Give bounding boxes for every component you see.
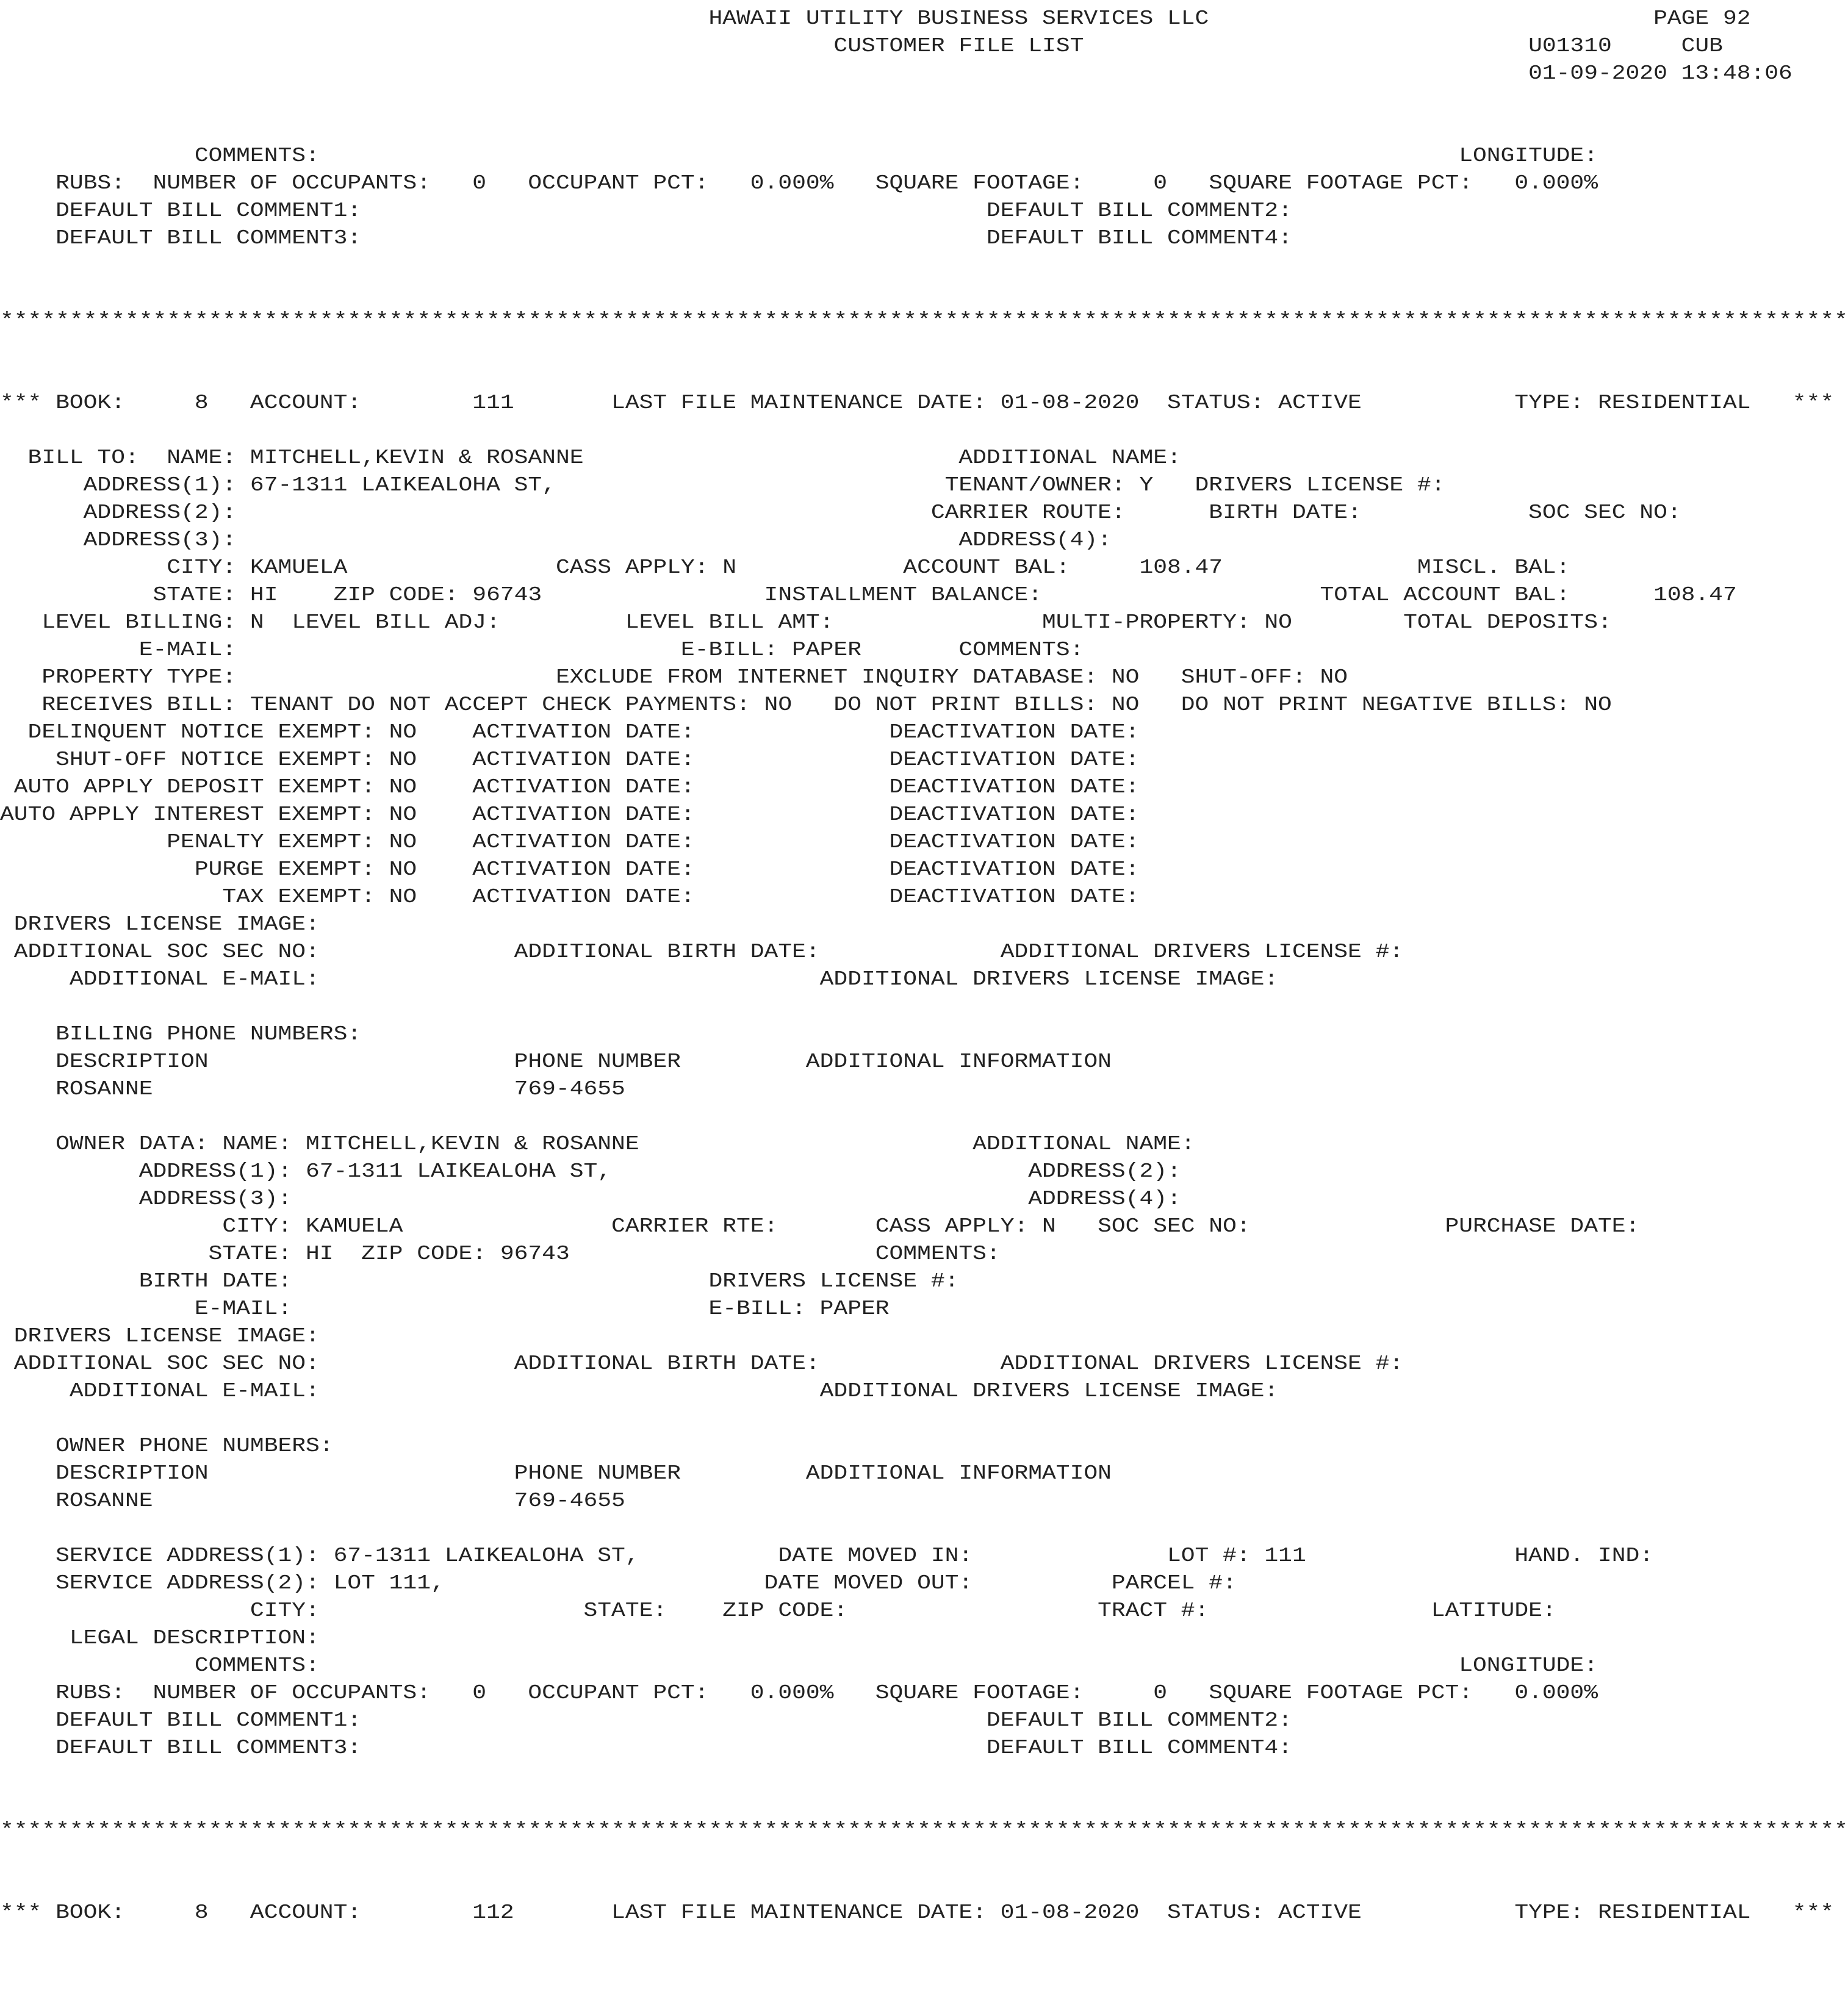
blank-line bbox=[0, 1103, 1789, 1130]
report-line: LEVEL BILLING: N LEVEL BILL ADJ: LEVEL BILL AMT: MULTI-PROPERTY: NO TOTAL DEPOSITS: bbox=[0, 611, 1612, 634]
report-line: OWNER DATA: NAME: MITCHELL,KEVIN & ROSANNE ADDITIONAL NAME: bbox=[0, 1133, 1195, 1155]
report-line: OWNER PHONE NUMBERS: bbox=[0, 1435, 334, 1457]
report-line: ADDRESS(3): ADDRESS(4): bbox=[0, 1188, 1181, 1210]
blank-line bbox=[0, 1762, 1789, 1789]
report-header-line: HAWAII UTILITY BUSINESS SERVICES LLC PAGE 92 bbox=[0, 7, 1751, 30]
blank-line bbox=[0, 279, 1789, 307]
report-line: PURGE EXEMPT: NO ACTIVATION DATE: DEACTIVATION DATE: bbox=[0, 858, 1140, 881]
report-line: RUBS: NUMBER OF OCCUPANTS: 0 OCCUPANT PCT: 0.000% SQUARE FOOTAGE: 0 SQUARE FOOTAGE PCT: 0.000% bbox=[0, 172, 1598, 195]
report-line: ROSANNE 769-4655 bbox=[0, 1490, 625, 1512]
report-line: DESCRIPTION PHONE NUMBER ADDITIONAL INFORMATION bbox=[0, 1462, 1112, 1485]
report-line: SERVICE ADDRESS(1): 67-1311 LAIKEALOHA ST, DATE MOVED IN: LOT #: 111 HAND. IND: bbox=[0, 1545, 1654, 1567]
report-line: ADDRESS(1): 67-1311 LAIKEALOHA ST, TENANT/OWNER: Y DRIVERS LICENSE #: bbox=[0, 474, 1445, 497]
blank-line bbox=[0, 417, 1789, 444]
account-heading-line: *** BOOK: 8 ACCOUNT: 112 LAST FILE MAINTENANCE DATE: 01-08-2020 STATUS: ACTIVE TYPE: RESIDENTIAL *** bbox=[0, 1901, 1835, 1924]
report-line: SHUT-OFF NOTICE EXEMPT: NO ACTIVATION DATE: DEACTIVATION DATE: bbox=[0, 748, 1140, 771]
report-line: CITY: KAMUELA CASS APPLY: N ACCOUNT BAL: 108.47 MISCL. BAL: bbox=[0, 556, 1570, 579]
report-line: AUTO APPLY DEPOSIT EXEMPT: NO ACTIVATION DATE: DEACTIVATION DATE: bbox=[0, 776, 1140, 798]
report-header-line: CUSTOMER FILE LIST U01310 CUB bbox=[0, 35, 1723, 57]
report-line: ADDITIONAL E-MAIL: ADDITIONAL DRIVERS LICENSE IMAGE: bbox=[0, 968, 1279, 991]
report-line: E-MAIL: E-BILL: PAPER bbox=[0, 1297, 890, 1320]
report-line: RUBS: NUMBER OF OCCUPANTS: 0 OCCUPANT PCT: 0.000% SQUARE FOOTAGE: 0 SQUARE FOOTAGE PCT: 0.000% bbox=[0, 1682, 1598, 1704]
report-line: BILL TO: NAME: MITCHELL,KEVIN & ROSANNE ADDITIONAL NAME: bbox=[0, 447, 1181, 469]
report-line: DEFAULT BILL COMMENT1: DEFAULT BILL COMMENT2: bbox=[0, 1709, 1292, 1732]
report-line: ADDITIONAL SOC SEC NO: ADDITIONAL BIRTH DATE: ADDITIONAL DRIVERS LICENSE #: bbox=[0, 941, 1404, 963]
report-line: 01-09-2020 13:48:06 bbox=[0, 62, 1792, 85]
report-line: DEFAULT BILL COMMENT3: DEFAULT BILL COMMENT4: bbox=[0, 227, 1292, 249]
report-line: ADDRESS(2): CARRIER ROUTE: BIRTH DATE: SOC SEC NO: bbox=[0, 501, 1681, 524]
blank-line bbox=[0, 1844, 1789, 1871]
report-line: DELINQUENT NOTICE EXEMPT: NO ACTIVATION DATE: DEACTIVATION DATE: bbox=[0, 721, 1140, 744]
report-line: ROSANNE 769-4655 bbox=[0, 1078, 625, 1100]
report-line: SERVICE ADDRESS(2): LOT 111, DATE MOVED OUT: PARCEL #: bbox=[0, 1572, 1237, 1595]
customer-file-list-report bbox=[0, 5, 1848, 2006]
report-line: COMMENTS: LONGITUDE: bbox=[0, 1654, 1598, 1677]
report-line: PROPERTY TYPE: EXCLUDE FROM INTERNET INQUIRY DATABASE: NO SHUT-OFF: NO bbox=[0, 666, 1348, 689]
record-separator: ************************************************************************************************************************************* bbox=[0, 309, 1848, 332]
record-separator: ************************************************************************************************************************************* bbox=[0, 1819, 1848, 1842]
report-line: STATE: HI ZIP CODE: 96743 INSTALLMENT BALANCE: TOTAL ACCOUNT BAL: 108.47 bbox=[0, 584, 1737, 606]
report-line: DESCRIPTION PHONE NUMBER ADDITIONAL INFORMATION bbox=[0, 1050, 1112, 1073]
blank-line bbox=[0, 87, 1789, 115]
report-line: AUTO APPLY INTEREST EXEMPT: NO ACTIVATION DATE: DEACTIVATION DATE: bbox=[0, 803, 1140, 826]
blank-line bbox=[0, 1871, 1789, 1899]
report-line: RECEIVES BILL: TENANT DO NOT ACCEPT CHECK PAYMENTS: NO DO NOT PRINT BILLS: NO DO NOT PRINT NEGATIVE BILLS: NO bbox=[0, 694, 1612, 716]
report-line: BIRTH DATE: DRIVERS LICENSE #: bbox=[0, 1270, 959, 1293]
report-line: BILLING PHONE NUMBERS: bbox=[0, 1023, 362, 1046]
report-line: DEFAULT BILL COMMENT3: DEFAULT BILL COMMENT4: bbox=[0, 1737, 1292, 1759]
blank-line bbox=[0, 1515, 1789, 1542]
report-line: DRIVERS LICENSE IMAGE: bbox=[0, 913, 320, 936]
report-line: DRIVERS LICENSE IMAGE: bbox=[0, 1325, 320, 1347]
blank-line bbox=[0, 1405, 1789, 1432]
report-line: ADDITIONAL E-MAIL: ADDITIONAL DRIVERS LICENSE IMAGE: bbox=[0, 1380, 1279, 1402]
report-line: E-MAIL: E-BILL: PAPER COMMENTS: bbox=[0, 639, 1084, 661]
blank-line bbox=[0, 362, 1789, 389]
blank-line bbox=[0, 115, 1789, 142]
report-line: COMMENTS: LONGITUDE: bbox=[0, 145, 1598, 167]
blank-line bbox=[0, 993, 1789, 1021]
blank-line bbox=[0, 252, 1789, 279]
report-line: DEFAULT BILL COMMENT1: DEFAULT BILL COMMENT2: bbox=[0, 199, 1292, 222]
report-line: STATE: HI ZIP CODE: 96743 COMMENTS: bbox=[0, 1243, 1001, 1265]
account-heading-line: *** BOOK: 8 ACCOUNT: 111 LAST FILE MAINTENANCE DATE: 01-08-2020 STATUS: ACTIVE TYPE: RESIDENTIAL *** bbox=[0, 392, 1835, 414]
report-line: ADDRESS(1): 67-1311 LAIKEALOHA ST, ADDRESS(2): bbox=[0, 1160, 1181, 1183]
report-line: CITY: KAMUELA CARRIER RTE: CASS APPLY: N SOC SEC NO: PURCHASE DATE: bbox=[0, 1215, 1640, 1238]
report-line: PENALTY EXEMPT: NO ACTIVATION DATE: DEACTIVATION DATE: bbox=[0, 831, 1140, 853]
blank-line bbox=[0, 334, 1789, 362]
report-line: TAX EXEMPT: NO ACTIVATION DATE: DEACTIVATION DATE: bbox=[0, 886, 1140, 908]
blank-line bbox=[0, 1789, 1789, 1817]
report-line: ADDITIONAL SOC SEC NO: ADDITIONAL BIRTH DATE: ADDITIONAL DRIVERS LICENSE #: bbox=[0, 1352, 1404, 1375]
report-line: ADDRESS(3): ADDRESS(4): bbox=[0, 529, 1112, 551]
report-line: LEGAL DESCRIPTION: bbox=[0, 1627, 320, 1649]
report-line: CITY: STATE: ZIP CODE: TRACT #: LATITUDE: bbox=[0, 1599, 1556, 1622]
